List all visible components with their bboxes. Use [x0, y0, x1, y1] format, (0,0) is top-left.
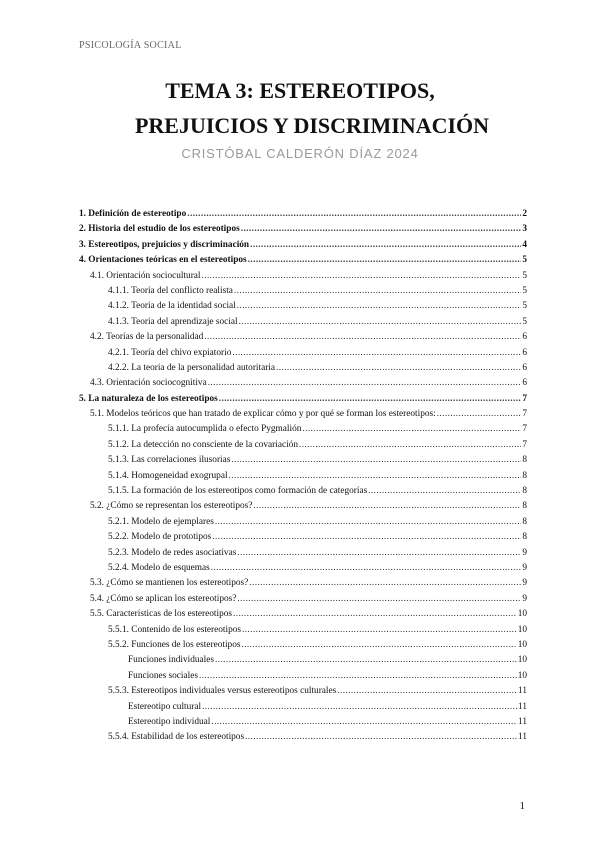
toc-entry-label: 5.2.4. Modelo de esquemas: [108, 562, 210, 573]
running-header: PSICOLOGÍA SOCIAL: [79, 40, 182, 51]
toc-entry[interactable]: [79, 561, 527, 576]
toc-entry-page: 5: [522, 301, 527, 312]
toc-entry-page: 8: [522, 486, 527, 497]
toc-entry[interactable]: [79, 315, 527, 330]
toc-entry[interactable]: [79, 546, 527, 561]
toc-entry[interactable]: [79, 607, 527, 622]
toc-entry-label: 5.1. Modelos teóricos que han tratado de explicar cómo y por qué se forman los estereotipos:: [90, 409, 436, 420]
toc-entry-label: 5.2.1. Modelo de ejemplares: [108, 516, 214, 527]
toc-entry-label: 5.1.2. La detección no consciente de la covariación: [108, 439, 298, 450]
toc-entry[interactable]: [79, 684, 527, 699]
toc-entry-page: 5: [522, 255, 527, 266]
toc-entry-page: 5: [522, 270, 527, 281]
toc-entry-label: 5.1.3. Las correlaciones ilusorias: [108, 455, 231, 466]
toc-entry-label: 5.5. Características de los estereotipos: [90, 609, 232, 620]
toc-entry[interactable]: [79, 623, 527, 638]
toc-entry-label: Funciones sociales: [128, 670, 198, 681]
toc-leader-dots: [215, 515, 521, 530]
toc-entry-page: 11: [518, 686, 527, 697]
toc-entry[interactable]: [79, 269, 527, 284]
toc-entry[interactable]: [79, 392, 527, 407]
toc-entry-page: 6: [522, 347, 527, 358]
toc-leader-dots: [232, 346, 521, 361]
toc-leader-dots: [248, 253, 522, 268]
toc-entry[interactable]: [79, 484, 527, 499]
toc-leader-dots: [237, 546, 521, 561]
toc-entry-label: 5.5.4. Estabilidad de los estereotipos: [108, 732, 245, 743]
toc-entry-label: 4. Orientaciones teóricas en el estereotipos: [79, 255, 247, 266]
toc-entry-label: 5.5.1. Contenido de los estereotipos: [108, 624, 241, 635]
toc-entry-label: 5.2.2. Modelo de prototipos: [108, 532, 212, 543]
toc-entry-page: 7: [522, 424, 527, 435]
toc-leader-dots: [202, 700, 517, 715]
toc-entry[interactable]: [79, 592, 527, 607]
toc-entry-label: 5.5.2. Funciones de los estereotipos: [108, 639, 241, 650]
toc-entry-label: 4.1.3. Teoría del aprendizaje social: [108, 316, 238, 327]
toc-entry-page: 11: [518, 701, 527, 712]
toc-entry-label: 4.1. Orientación sociocultural: [90, 270, 201, 281]
toc-entry[interactable]: [79, 222, 527, 237]
toc-leader-dots: [242, 623, 517, 638]
toc-entry-page: 2: [522, 209, 527, 219]
toc-leader-dots: [208, 376, 522, 391]
toc-leader-dots: [276, 361, 521, 376]
toc-entry[interactable]: [79, 653, 527, 668]
toc-leader-dots: [239, 315, 522, 330]
toc-entry[interactable]: [79, 330, 527, 345]
toc-leader-dots: [337, 684, 517, 699]
toc-entry-page: 6: [522, 378, 527, 389]
toc-entry-page: 8: [522, 455, 527, 466]
toc-entry-page: 5: [522, 285, 527, 296]
toc-entry-page: 7: [522, 409, 527, 420]
toc-leader-dots: [211, 715, 517, 730]
toc-leader-dots: [233, 607, 517, 622]
toc-entry-label: 5. La naturaleza de los estereotipos: [79, 393, 218, 404]
toc-entry[interactable]: [79, 438, 527, 453]
toc-entry-label: 5.1.1. La profecía autocumplida o efecto Pygmalión: [108, 424, 302, 435]
toc-entry[interactable]: [79, 715, 527, 730]
toc-entry-label: 5.2. ¿Cómo se representan los estereotipos?: [90, 501, 253, 512]
toc-entry[interactable]: [79, 576, 527, 591]
toc-entry-page: 4: [522, 239, 527, 250]
toc-leader-dots: [215, 653, 517, 668]
toc-leader-dots: [212, 530, 521, 545]
table-of-contents: [79, 207, 527, 746]
toc-leader-dots: [241, 222, 522, 237]
page-number: 1: [519, 800, 525, 812]
toc-entry[interactable]: [79, 700, 527, 715]
toc-leader-dots: [299, 438, 521, 453]
toc-leader-dots: [253, 499, 521, 514]
toc-leader-dots: [302, 422, 521, 437]
toc-entry-page: 8: [522, 532, 527, 543]
toc-entry-page: 9: [522, 593, 527, 604]
toc-entry[interactable]: [79, 361, 527, 376]
toc-entry-label: 3. Estereotipos, prejuicios y discriminación: [79, 239, 250, 250]
toc-leader-dots: [234, 284, 521, 299]
toc-leader-dots: [187, 207, 521, 222]
toc-entry-page: 8: [522, 470, 527, 481]
toc-entry-page: 8: [522, 516, 527, 527]
author-year: CRISTÓBAL CALDERÓN DÍAZ 2024: [181, 146, 419, 161]
toc-entry-label: 2. Historia del estudio de los estereotipos: [79, 224, 240, 235]
toc-entry[interactable]: [79, 453, 527, 468]
toc-entry-label: 5.5.3. Estereotipos individuales versus estereotipos culturales: [108, 686, 337, 697]
toc-entry[interactable]: [79, 407, 527, 422]
toc-entry-page: 10: [517, 639, 527, 650]
toc-entry-page: 6: [522, 362, 527, 373]
toc-entry-page: 10: [517, 609, 527, 620]
toc-entry-label: Estereotipo cultural: [128, 701, 202, 712]
toc-entry-page: 9: [522, 562, 527, 573]
toc-entry-label: 4.2. Teorías de la personalidad: [90, 332, 204, 343]
toc-leader-dots: [229, 469, 522, 484]
toc-entry-page: 9: [522, 547, 527, 558]
toc-entry-page: 11: [518, 732, 527, 743]
toc-leader-dots: [202, 269, 522, 284]
toc-leader-dots: [241, 638, 516, 653]
toc-entry-label: 4.3. Orientación sociocognitiva: [90, 378, 207, 389]
toc-entry[interactable]: [79, 730, 527, 745]
toc-entry-label: 5.1.5. La formación de los estereotipos como formación de categorías: [108, 486, 368, 497]
toc-entry-label: Estereotipo individual: [128, 716, 211, 727]
toc-entry-page: 3: [522, 224, 527, 235]
toc-leader-dots: [237, 592, 521, 607]
toc-entry-page: 7: [522, 393, 527, 404]
toc-entry[interactable]: [79, 238, 527, 253]
toc-entry[interactable]: [79, 499, 527, 514]
toc-entry-page: 9: [522, 578, 527, 589]
toc-entry[interactable]: [79, 638, 527, 653]
toc-entry[interactable]: [79, 253, 527, 268]
toc-entry[interactable]: [79, 530, 527, 545]
document-title-line-2: PREJUICIOS Y DISCRIMINACIÓN: [134, 113, 490, 138]
toc-entry-page: 10: [517, 624, 527, 635]
toc-entry[interactable]: [79, 515, 527, 530]
toc-entry-label: 1. Definición de estereotipo: [79, 209, 187, 219]
toc-entry-label: 4.2.1. Teoría del chivo expiatorio: [108, 347, 232, 358]
toc-entry[interactable]: [79, 469, 527, 484]
toc-entry-page: 10: [517, 670, 527, 681]
toc-entry-label: 4.1.2. Teoría de la identidad social: [108, 301, 236, 312]
toc-leader-dots: [250, 238, 521, 253]
toc-leader-dots: [231, 453, 521, 468]
toc-entry[interactable]: [79, 346, 527, 361]
toc-entry-label: 5.1.4. Homogeneidad exogrupal: [108, 470, 228, 481]
toc-entry-label: 5.3. ¿Cómo se mantienen los estereotipos?: [90, 578, 249, 589]
toc-entry-label: 5.4. ¿Cómo se aplican los estereotipos?: [90, 593, 237, 604]
toc-entry-label: 4.1.1. Teoría del conflicto realista: [108, 285, 233, 296]
toc-entry-page: 11: [518, 716, 527, 727]
toc-entry-label: 5.2.3. Modelo de redes asociativas: [108, 547, 237, 558]
toc-entry[interactable]: [79, 284, 527, 299]
toc-leader-dots: [199, 669, 517, 684]
toc-leader-dots: [204, 330, 521, 345]
toc-leader-dots: [368, 484, 521, 499]
toc-leader-dots: [211, 561, 522, 576]
toc-leader-dots: [219, 392, 522, 407]
toc-leader-dots: [237, 299, 522, 314]
toc-entry[interactable]: [79, 299, 527, 314]
toc-entry-page: 10: [517, 655, 527, 666]
toc-leader-dots: [249, 576, 521, 591]
toc-leader-dots: [245, 730, 517, 745]
toc-entry-page: 8: [522, 501, 527, 512]
toc-entry-page: 7: [522, 439, 527, 450]
toc-entry-page: 5: [522, 316, 527, 327]
toc-entry-label: Funciones individuales: [128, 655, 214, 666]
document-title-line-1: TEMA 3: ESTEREOTIPOS,: [165, 78, 435, 103]
toc-entry[interactable]: [79, 207, 527, 222]
toc-entry-label: 4.2.2. La teoría de la personalidad autoritaria: [108, 362, 276, 373]
toc-entry[interactable]: [79, 376, 527, 391]
toc-leader-dots: [437, 407, 522, 422]
toc-entry[interactable]: [79, 669, 527, 684]
toc-entry-page: 6: [522, 332, 527, 343]
toc-entry[interactable]: [79, 422, 527, 437]
